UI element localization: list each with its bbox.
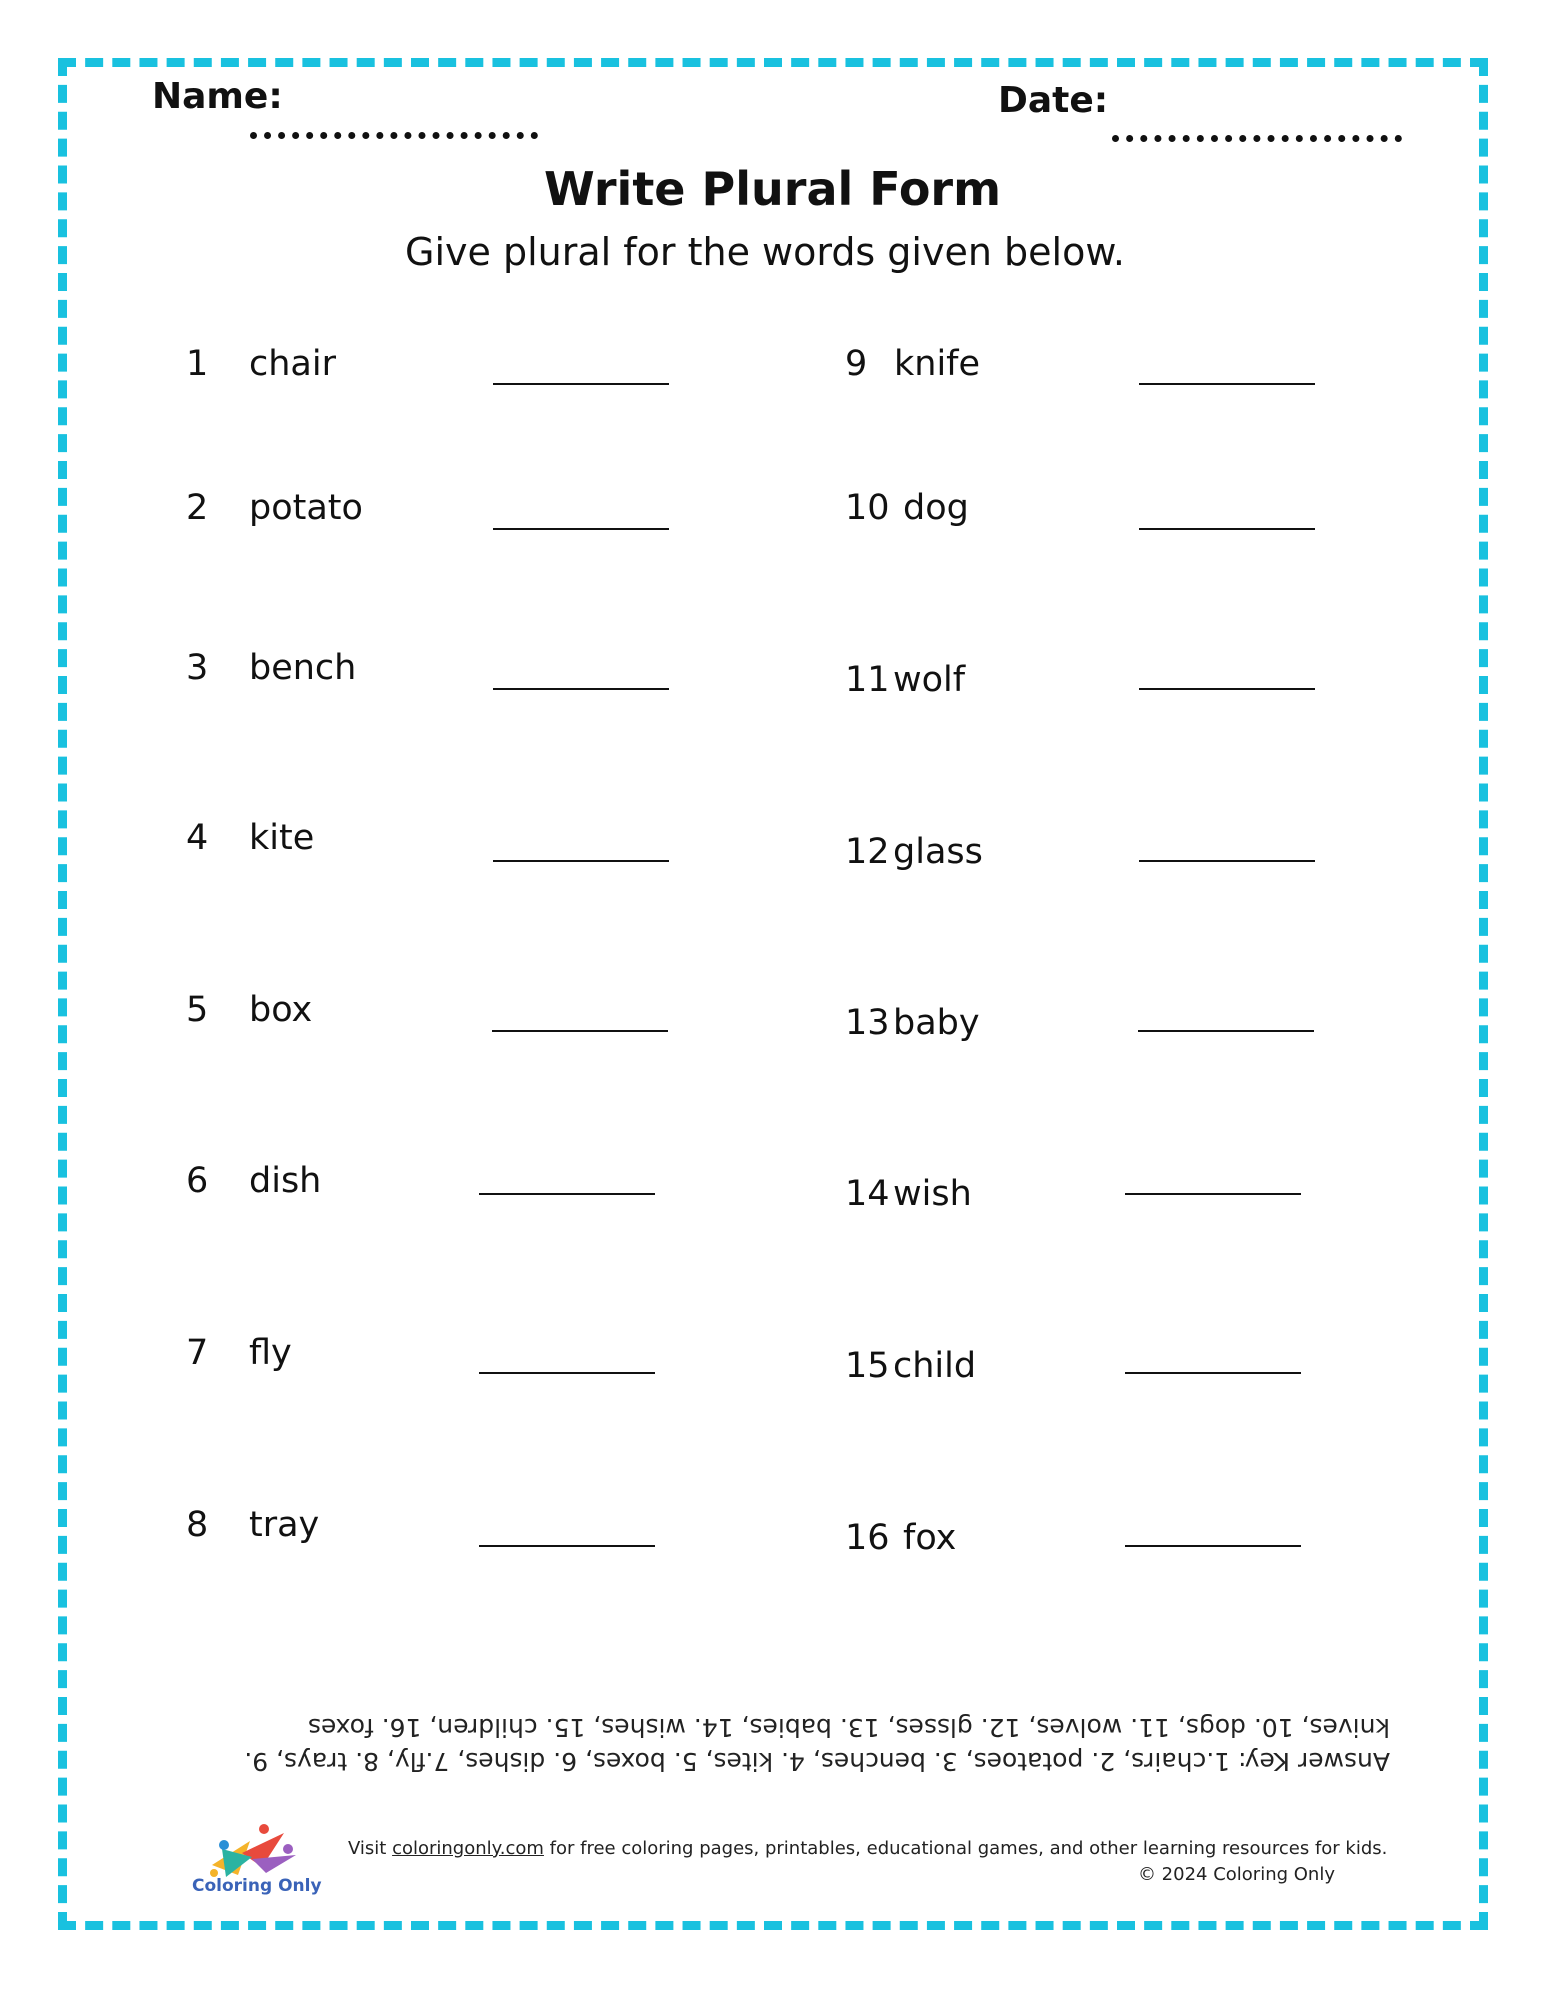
item-number: 3 xyxy=(186,648,209,688)
item-word: baby xyxy=(893,1003,980,1043)
answer-blank[interactable] xyxy=(1125,1193,1301,1195)
page-subtitle: Give plural for the words given below. xyxy=(405,230,1125,274)
item-word: knife xyxy=(894,344,981,384)
answer-blank[interactable] xyxy=(1139,688,1315,690)
answer-key: Answer Key: 1.chairs, 2. potatoes, 3. benches, 4. kites, 5. boxes, 6. dishes, 7.fly, 8. trays, 9. knives, 10. dogs, 11. wolves, 12. glsses, 13. babies, 14. wishes, 15. children, 16. foxes xyxy=(244,1713,1390,1776)
answer-blank[interactable] xyxy=(1139,528,1315,530)
item-word: kite xyxy=(249,818,315,858)
footer-visit-text xyxy=(348,1838,1387,1859)
item-number: 1 xyxy=(186,344,209,384)
answer-blank[interactable] xyxy=(493,688,669,690)
footer-visit-suffix: for free coloring pages, printables, educational games, and other learning resources for kids. xyxy=(543,1838,1388,1859)
date-label: Date: xyxy=(998,80,1109,121)
item-word: dish xyxy=(249,1161,322,1201)
answer-blank[interactable] xyxy=(1125,1545,1301,1547)
item-word: bench xyxy=(249,648,357,688)
answer-blank[interactable] xyxy=(1125,1372,1301,1374)
item-number: 14 xyxy=(845,1174,890,1214)
item-word: chair xyxy=(249,344,336,384)
item-number: 9 xyxy=(845,344,868,384)
item-number: 5 xyxy=(186,990,209,1030)
name-label: Name: xyxy=(152,76,283,117)
item-word: fly xyxy=(249,1333,292,1373)
item-number: 2 xyxy=(186,488,209,528)
page-title: Write Plural Form xyxy=(543,162,1002,216)
item-number: 6 xyxy=(186,1161,209,1201)
copyright-text: © 2024 Coloring Only xyxy=(1137,1864,1335,1885)
item-number: 13 xyxy=(845,1003,890,1043)
date-input-line[interactable] xyxy=(1112,135,1402,142)
answer-blank[interactable] xyxy=(1139,860,1315,862)
item-number: 16 xyxy=(845,1518,890,1558)
item-number: 15 xyxy=(845,1346,890,1386)
item-word: tray xyxy=(249,1505,320,1545)
item-number: 8 xyxy=(186,1505,209,1545)
answer-blank[interactable] xyxy=(479,1193,655,1195)
item-number: 12 xyxy=(845,832,890,872)
item-word: potato xyxy=(249,488,363,528)
answer-blank[interactable] xyxy=(493,528,669,530)
answer-blank[interactable] xyxy=(493,383,669,385)
item-number: 4 xyxy=(186,818,209,858)
item-word: wish xyxy=(893,1174,972,1214)
answer-blank[interactable] xyxy=(492,1030,668,1032)
answer-blank[interactable] xyxy=(479,1545,655,1547)
logo-text: Coloring Only xyxy=(192,1876,322,1896)
website-link[interactable]: coloringonly.com xyxy=(392,1838,544,1859)
item-word: dog xyxy=(903,488,969,528)
answer-blank[interactable] xyxy=(479,1372,655,1374)
answer-blank[interactable] xyxy=(1139,383,1315,385)
item-word: glass xyxy=(893,832,983,872)
item-word: fox xyxy=(903,1518,957,1558)
answer-blank[interactable] xyxy=(493,860,669,862)
item-word: wolf xyxy=(893,660,966,700)
item-word: box xyxy=(249,990,313,1030)
item-number: 11 xyxy=(845,660,890,700)
footer-visit-prefix: Visit xyxy=(348,1838,393,1859)
answer-blank[interactable] xyxy=(1138,1030,1314,1032)
item-number: 10 xyxy=(845,488,890,528)
item-word: child xyxy=(893,1346,977,1386)
item-number: 7 xyxy=(186,1333,209,1373)
name-input-line[interactable] xyxy=(250,132,538,139)
